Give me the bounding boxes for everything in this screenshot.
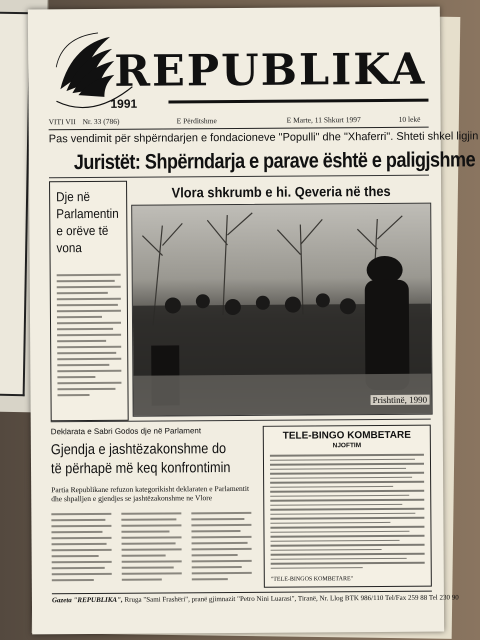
crowd-photo xyxy=(131,203,432,417)
lead-kicker: Pas vendimit për shpërndarjen e fondacioneve "Populli" dhe "Xhaferri". Shteti shkel ligjin xyxy=(48,130,479,146)
article-column-3 xyxy=(191,512,252,584)
crowd-photo-drawing xyxy=(132,204,431,416)
lead-headline: Juristët: Shpërndarja e parave është e paligjshme xyxy=(73,148,476,175)
newspaper-page xyxy=(28,7,479,635)
issue-info-bar xyxy=(49,115,429,131)
footer-publication-name: Gazeta "REPUBLIKA", xyxy=(51,595,123,605)
parliament-sidebox xyxy=(49,181,129,422)
bingo-body xyxy=(270,454,425,572)
second-story-deck: Partia Republikane refuzon kategorikisht deklaraten e Parlamentit dhe shpalljen e gjendjes se jashtëzakonshme ne Vlore xyxy=(51,483,250,504)
page-footer xyxy=(51,591,459,609)
headline-rule xyxy=(49,175,429,179)
volume: VITI VII xyxy=(48,117,76,127)
sidebox-body xyxy=(57,274,122,400)
footer-address: Rruga "Sami Frashëri", pranë gjimnazit "Petro Nini Luarasi", Tiranë, Nr. Llog BTK 986/110 Tel/Fax 259 88 Tel 230 90 xyxy=(122,593,459,604)
edition: E Përditshme xyxy=(176,116,217,126)
founding-year: 1991 xyxy=(110,96,138,111)
second-story-headline: Gjendja e jashtëzakonshme do të përhapë më keq konfrontimin xyxy=(50,441,231,478)
masthead-rule xyxy=(168,99,428,104)
article-column-1 xyxy=(51,513,112,585)
masthead xyxy=(48,25,429,116)
article-column-2 xyxy=(121,512,182,584)
tele-bingo-notice xyxy=(263,425,432,588)
bingo-title: TELE-BINGO KOMBETARE xyxy=(282,429,411,442)
newspaper-title: REPUBLIKA xyxy=(114,44,427,97)
price: 10 lekë xyxy=(398,114,421,124)
photo-caption: Prishtinë, 1990 xyxy=(372,394,428,406)
issue-date: E Marte, 11 Shkurt 1997 xyxy=(286,115,361,125)
issue-number: Nr. 33 (786) xyxy=(82,116,120,127)
photo-story-headline: Vlora shkrumb e hi. Qeveria në thes xyxy=(171,182,391,201)
bingo-subtitle: NJOFTIM xyxy=(332,442,362,450)
bingo-footer: "TELE-BINGOS KOMBETARE" xyxy=(270,576,354,583)
second-story-kicker: Deklarata e Sabri Godos dje në Parlament xyxy=(50,426,202,437)
sidebox-title: Dje në Parlamentin e orëve të vona xyxy=(56,189,119,256)
